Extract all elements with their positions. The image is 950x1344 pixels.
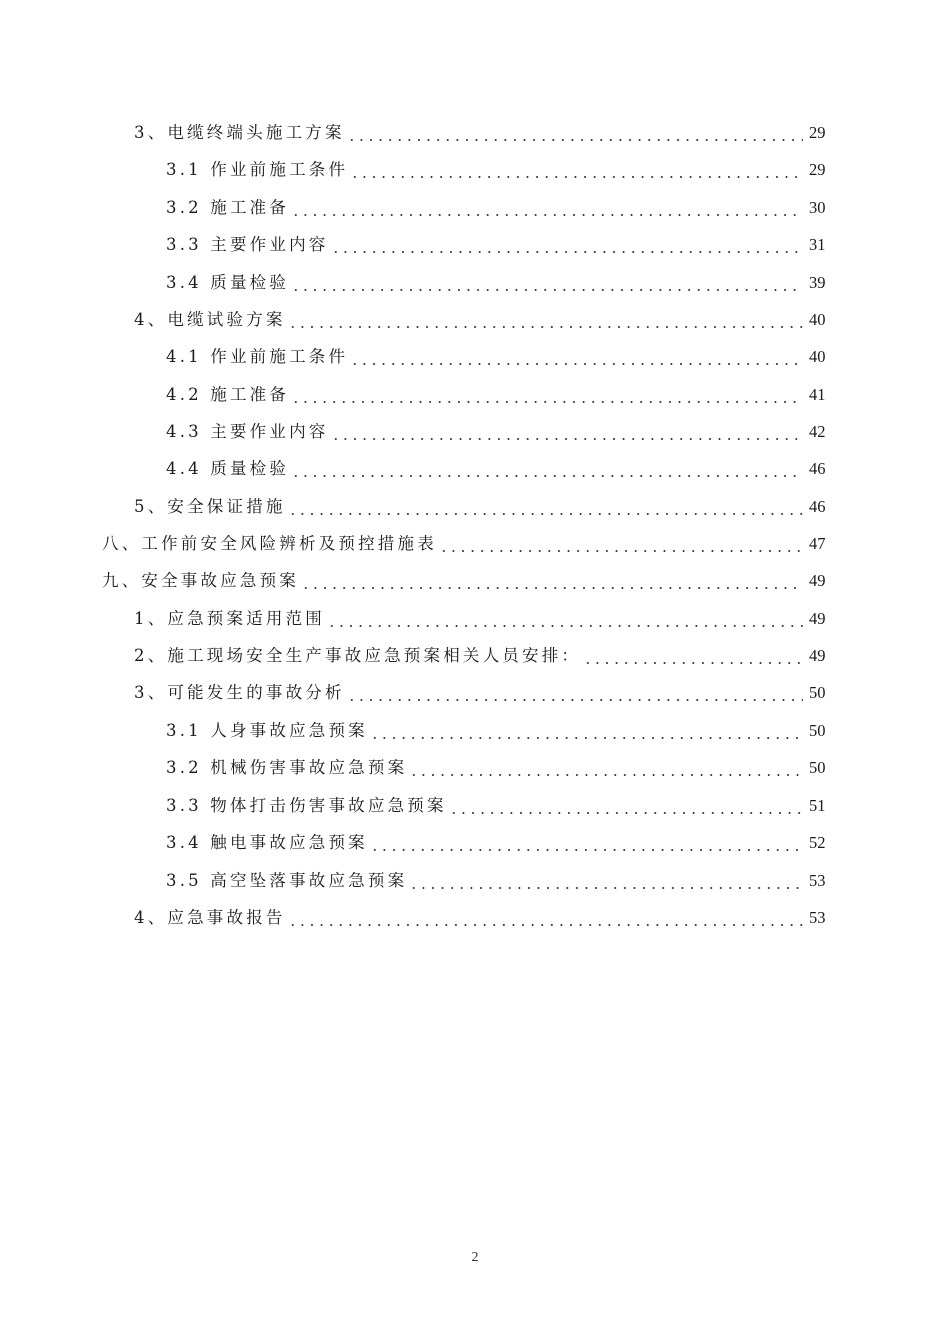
toc-entry-page: 49 xyxy=(809,609,826,628)
toc-entry-title: 2、施工现场安全生产事故应急预案相关人员安排： xyxy=(134,646,582,665)
toc-entry[interactable] xyxy=(0,866,950,892)
dot-leader xyxy=(370,832,803,854)
toc-entry-title: 4、电缆试验方案 xyxy=(134,310,286,329)
dot-leader xyxy=(439,533,803,555)
toc-entry-title: 3、电缆终端头施工方案 xyxy=(134,123,345,142)
toc-entry[interactable] xyxy=(0,903,950,929)
dot-leader xyxy=(288,907,803,929)
toc-entry[interactable] xyxy=(0,566,950,592)
toc-entry-title: 3、可能发生的事故分析 xyxy=(134,683,345,702)
dot-leader xyxy=(347,122,803,144)
toc-entry-title: 4.2 施工准备 xyxy=(166,385,290,404)
toc-entry-page: 49 xyxy=(809,646,826,665)
toc-entry[interactable] xyxy=(0,193,950,219)
toc-entry-title: 1、应急预案适用范围 xyxy=(134,609,325,628)
toc-entry[interactable] xyxy=(0,604,950,630)
toc-entry-page: 46 xyxy=(809,497,826,516)
toc-entry-page: 46 xyxy=(809,459,826,478)
page-number: 2 xyxy=(471,1250,479,1265)
toc-entry-page: 40 xyxy=(809,310,826,329)
dot-leader xyxy=(291,384,803,406)
toc-entry-title: 九、安全事故应急预案 xyxy=(102,571,299,590)
dot-leader xyxy=(291,272,803,294)
dot-leader xyxy=(350,346,803,368)
toc-entry-page: 52 xyxy=(809,833,826,852)
toc-entry[interactable] xyxy=(0,791,950,817)
toc-entry-title: 3.4 触电事故应急预案 xyxy=(166,833,368,852)
dot-leader xyxy=(409,757,803,779)
dot-leader xyxy=(291,458,803,480)
dot-leader xyxy=(288,309,803,331)
toc-entry-title: 3.1 作业前施工条件 xyxy=(166,160,349,179)
dot-leader xyxy=(409,870,803,892)
dot-leader xyxy=(331,421,804,443)
dot-leader xyxy=(347,682,803,704)
toc-entry-title: 5、安全保证措施 xyxy=(134,497,286,516)
toc-entry-page: 42 xyxy=(809,422,826,441)
toc-entry-page: 30 xyxy=(809,198,826,217)
toc-entry-page: 51 xyxy=(809,796,826,815)
toc-entry[interactable] xyxy=(0,828,950,854)
toc-entry-page: 31 xyxy=(809,235,826,254)
toc-entry[interactable] xyxy=(0,492,950,518)
toc-entry-title: 3.3 物体打击伤害事故应急预案 xyxy=(166,796,447,815)
dot-leader xyxy=(331,234,804,256)
dot-leader xyxy=(301,570,803,592)
dot-leader xyxy=(449,795,803,817)
toc-entry-page: 50 xyxy=(809,721,826,740)
dot-leader xyxy=(327,608,803,630)
toc-entry-page: 40 xyxy=(809,347,826,366)
toc-entry-title: 4.4 质量检验 xyxy=(166,459,290,478)
toc-entry-page: 50 xyxy=(809,758,826,777)
toc-entry-title: 八、工作前安全风险辨析及预控措施表 xyxy=(102,534,437,553)
toc-entry-title: 4、应急事故报告 xyxy=(134,908,286,927)
dot-leader xyxy=(350,159,803,181)
toc-entry[interactable] xyxy=(0,753,950,779)
toc-entry-title: 3.1 人身事故应急预案 xyxy=(166,721,368,740)
toc-entry-page: 50 xyxy=(809,683,826,702)
toc-entry-page: 49 xyxy=(809,571,826,590)
toc-entry[interactable] xyxy=(0,716,950,742)
toc-entry-title: 4.3 主要作业内容 xyxy=(166,422,329,441)
toc-entry[interactable] xyxy=(0,454,950,480)
toc-entry-page: 39 xyxy=(809,273,826,292)
toc-entry[interactable] xyxy=(0,305,950,331)
toc-entry-title: 3.2 机械伤害事故应急预案 xyxy=(166,758,408,777)
toc-entry-title: 3.3 主要作业内容 xyxy=(166,235,329,254)
toc-entry[interactable] xyxy=(0,342,950,368)
toc-entry-page: 53 xyxy=(809,908,826,927)
toc-entry[interactable] xyxy=(0,155,950,181)
toc-entry-title: 3.2 施工准备 xyxy=(166,198,290,217)
dot-leader xyxy=(370,720,803,742)
toc-entry-page: 29 xyxy=(809,160,826,179)
toc-entry[interactable] xyxy=(0,529,950,555)
toc-entry[interactable] xyxy=(0,268,950,294)
toc-entry-title: 3.5 高空坠落事故应急预案 xyxy=(166,871,408,890)
toc-entry-page: 41 xyxy=(809,385,826,404)
toc-entry-page: 29 xyxy=(809,123,826,142)
toc-entry-page: 47 xyxy=(809,534,826,553)
dot-leader xyxy=(288,496,803,518)
toc-entry[interactable] xyxy=(0,417,950,443)
toc-entry[interactable] xyxy=(0,230,950,256)
toc-entry[interactable] xyxy=(0,380,950,406)
toc-entry[interactable] xyxy=(0,641,950,667)
toc-entry-title: 3.4 质量检验 xyxy=(166,273,290,292)
toc-entry-title: 4.1 作业前施工条件 xyxy=(166,347,349,366)
toc-entry-page: 53 xyxy=(809,871,826,890)
dot-leader xyxy=(291,197,803,219)
toc-entry[interactable] xyxy=(0,118,950,144)
toc-entry[interactable] xyxy=(0,678,950,704)
dot-leader xyxy=(583,645,803,667)
